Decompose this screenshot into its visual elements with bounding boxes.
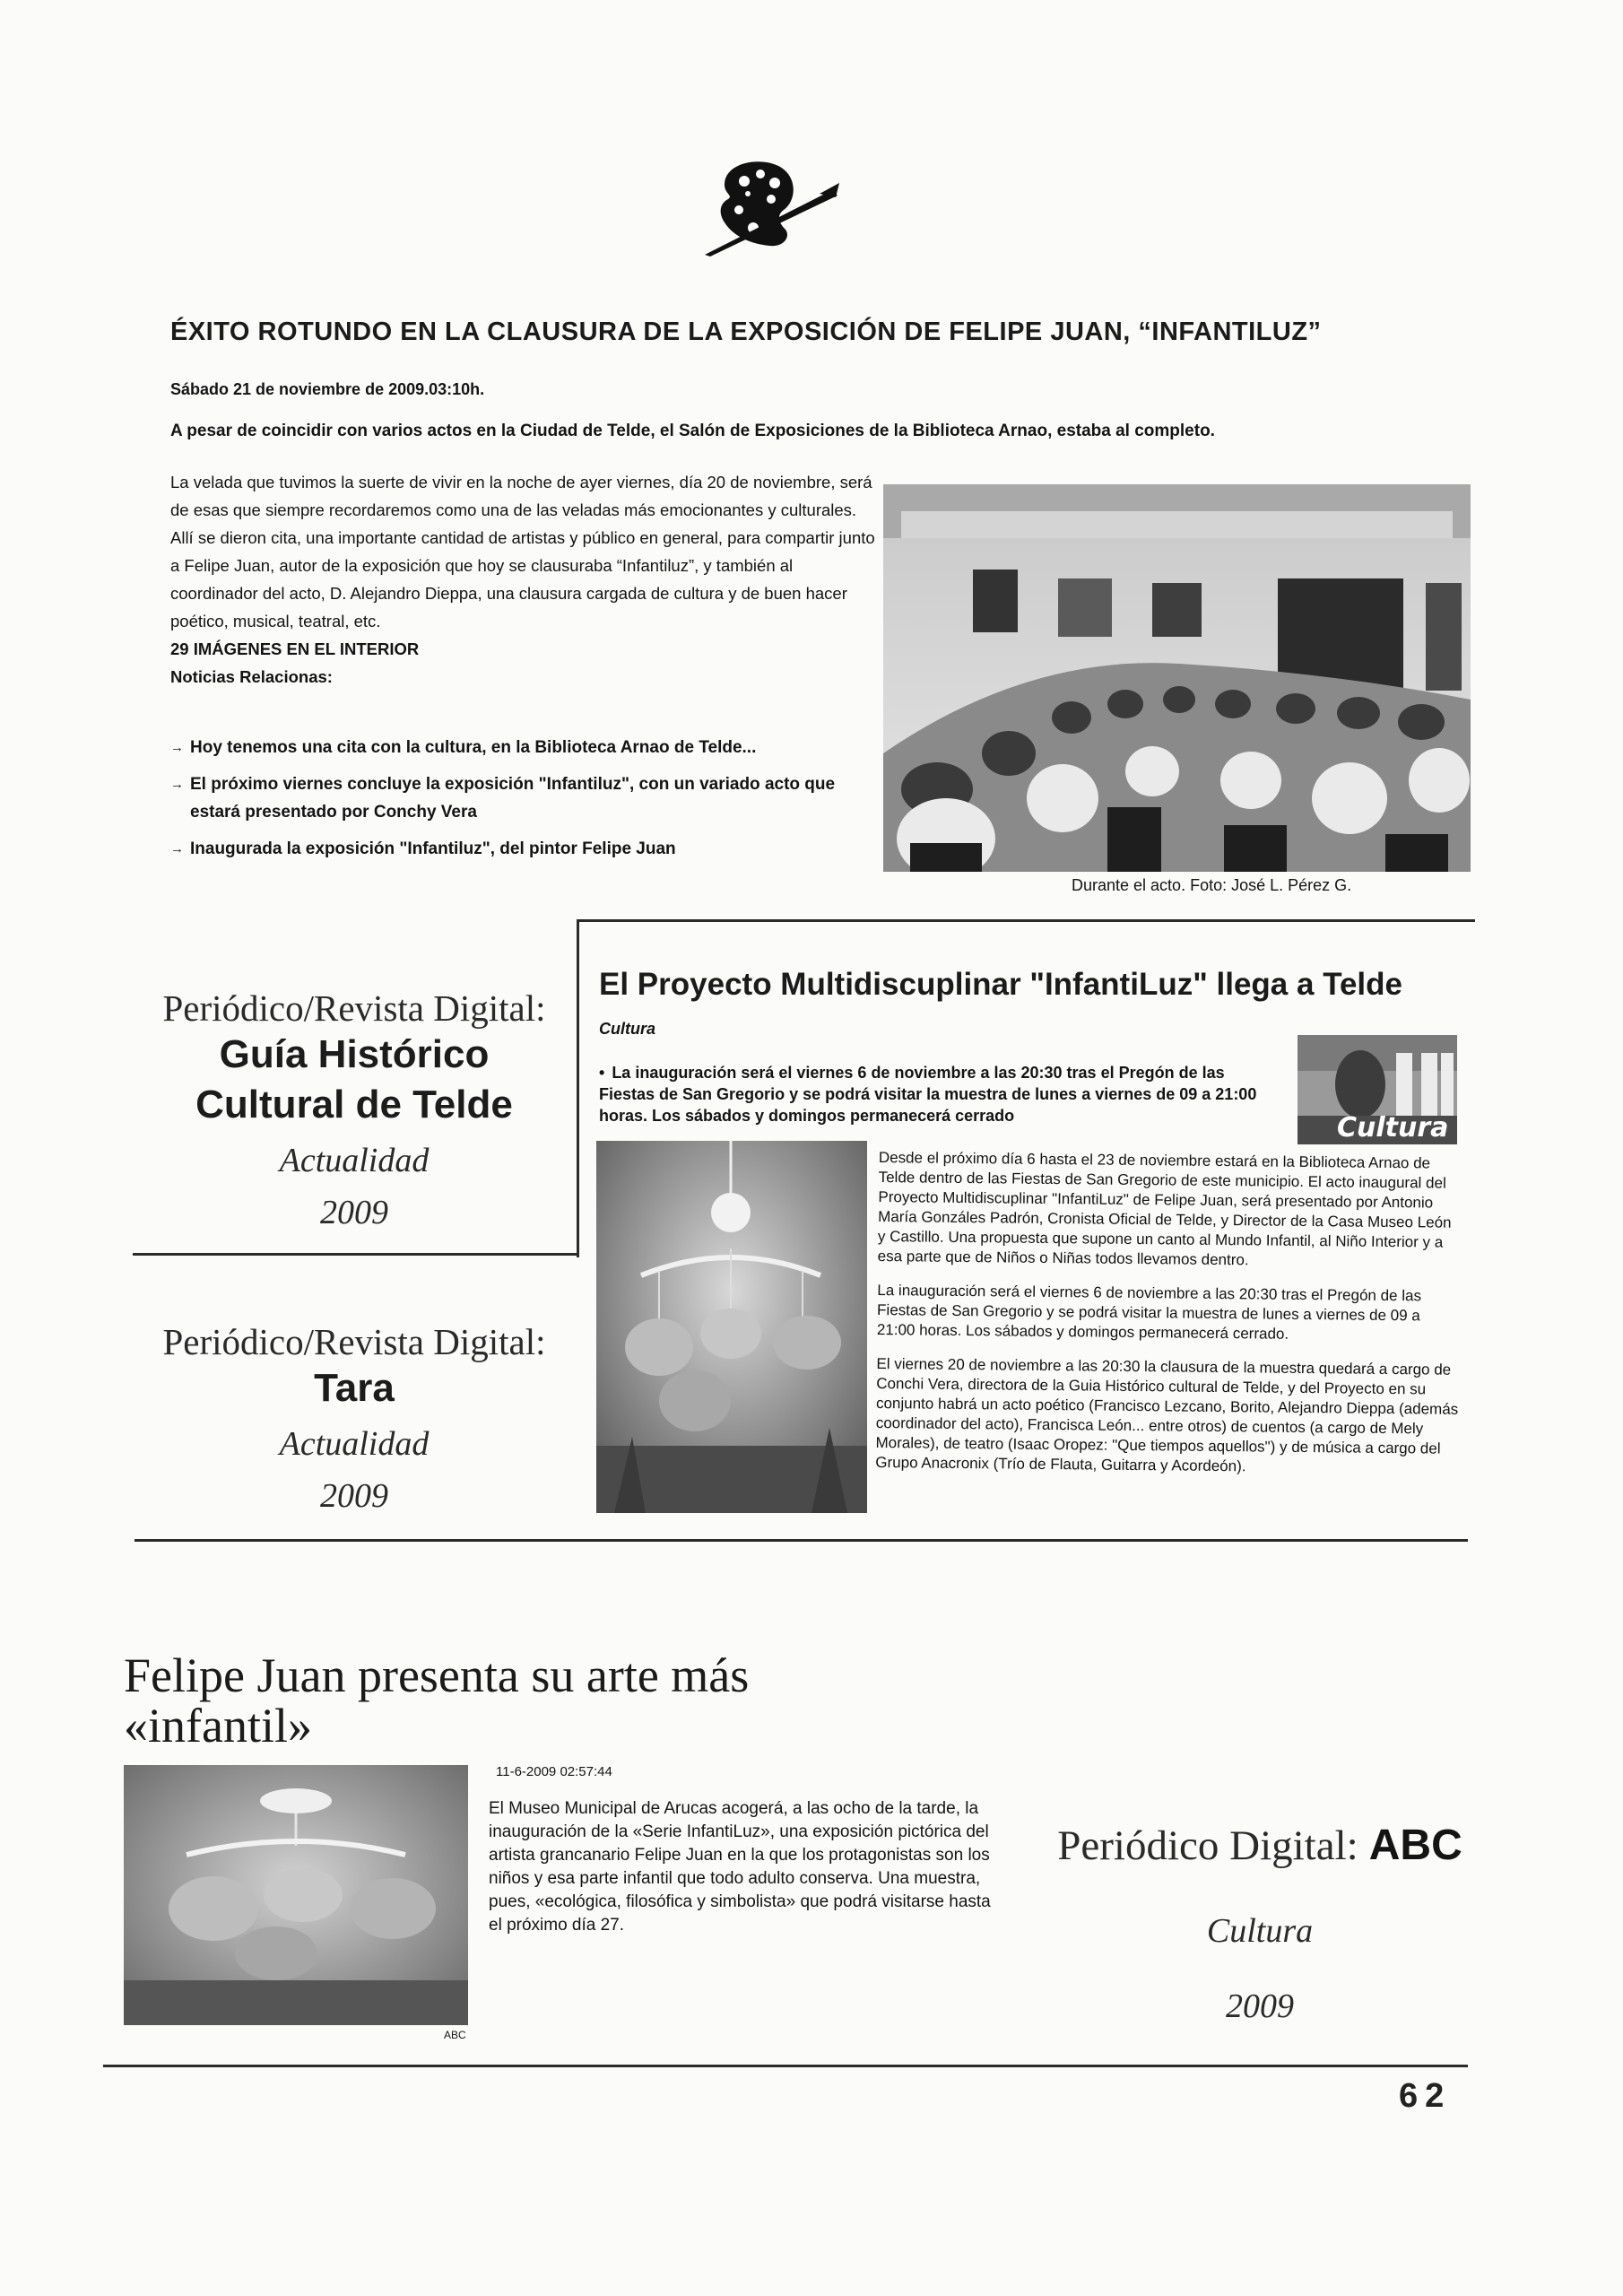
body-paragraph: El viernes 20 de noviembre a las 20:30 la clausura de la muestra quedará a cargo de Conchi Vera, directora de la Guia Histórico cultural de Telde, y del Proyecto en su conjunto habrá un acto poético (Francisco Lezcano, Borito, Alejandro Dieppa (además coordinador del acto), Francisca León... entre otros) de cuentos (a cargo de Mely Morales), de teatro (Isaac Oropez: "Que tiempos aquellos") y de música a cargo del Grupo Anacronix (Trío de Flauta, Guitarra y Acordeón). xyxy=(875,1354,1459,1475)
publication-section: Actualidad xyxy=(279,1142,430,1179)
article-body xyxy=(875,1148,1462,1493)
article-lead xyxy=(599,1062,1263,1126)
publication-label xyxy=(135,1320,574,1516)
related-news-link[interactable] xyxy=(170,734,888,761)
article-title: El Proyecto Multidiscuplinar "InfantiLuz" llega a Telde xyxy=(599,967,1403,1002)
body-paragraph: La velada que tuvimos la suerte de vivir en la noche de ayer viernes, día 20 de noviembre, será de esas que siempre recordaremos como una de las veladas más emocionantes y culturales. xyxy=(170,473,872,519)
publication-label xyxy=(1018,1821,1502,2026)
bullet-icon: • xyxy=(599,1064,605,1082)
publication-type: Periódico/Revista Digital: xyxy=(162,1321,546,1362)
related-news-link[interactable] xyxy=(170,835,888,863)
publication-year: 2009 xyxy=(320,1477,388,1515)
publication-year: 2009 xyxy=(320,1194,388,1231)
publication-name: Guía Histórico xyxy=(219,1032,490,1076)
cultura-badge-text: Cultura xyxy=(1337,1112,1449,1144)
artwork-image xyxy=(124,1765,468,2025)
article-body xyxy=(170,468,879,691)
artist-palette-icon xyxy=(698,158,841,258)
article-body: El Museo Municipal de Arucas acogerá, a las ocho de la tarde, la inauguración de la «Serie InfantiLuz», una exposición pictórica del artista grancanario Felipe Juan en la que los protagonistas son los niños y esa parte infantil que todo adulto conserva. Una muestra, pues, «ecológica, filosófica y simbolista» que podrá visitarse hasta el próximo día 27. xyxy=(489,1799,991,1935)
publication-type: Periódico/Revista Digital: xyxy=(162,987,546,1029)
artwork-image xyxy=(596,1141,867,1513)
article-title xyxy=(124,1650,931,1751)
arrow-icon: → xyxy=(170,841,184,857)
lead-text: La inauguración será el viernes 6 de noviembre a las 20:30 tras el Pregón de las Fiestas de San Gregorio y se podrá visitar la muestra de lunes a viernes de 09 a 21:00 horas. Los sábados y domingos permanecerá cerrado xyxy=(599,1064,1257,1125)
publication-type: Periódico Digital: xyxy=(1057,1822,1358,1869)
article-timestamp: 11-6-2009 02:57:44 xyxy=(496,1764,612,1779)
body-paragraph: Desde el próximo día 6 hasta el 23 de noviembre estará en la Biblioteca Arnao de Telde dentro de las Fiestas de San Gregorio de este municipio. El acto inaugural del Proyecto Multidiscuplinar "InfantiLuz" de Felipe Juan, será presentado por Antonio María Gonzáles Padrón, Cronista Oficial de Telde, y Director de la Casa Museo León y Castillo. Una propuesta que supone un canto al Mundo Infantil, al Niño Interior y a esa parte que de Niños o Niñas todos llevamos dentro. xyxy=(877,1149,1452,1269)
arrow-icon: → xyxy=(170,740,184,755)
body-paragraph: La inauguración será el viernes 6 de noviembre a las 20:30 tras el Pregón de las Fiestas de San Gregorio y se podrá visitar la muestra de lunes a viernes de 09 a 21:00 horas. Los sábados y domingos permanecerá cerrado. xyxy=(876,1281,1422,1343)
publication-name: Cultural de Telde xyxy=(195,1083,513,1126)
page-number: 62 xyxy=(1399,2077,1452,2115)
related-news-link[interactable] xyxy=(170,770,888,826)
publication-year: 2009 xyxy=(1226,1987,1294,2025)
article-lead: A pesar de coincidir con varios actos en la Ciudad de Telde, el Salón de Exposiciones de la Biblioteca Arnao, estaba al completo. xyxy=(170,422,1215,440)
title-line: «infantil» xyxy=(124,1699,312,1752)
publication-section: Actualidad xyxy=(279,1425,430,1463)
image-caption: ABC xyxy=(444,2029,466,2041)
frame-line xyxy=(577,919,579,1257)
publication-name: Tara xyxy=(314,1366,395,1410)
article-title: ÉXITO ROTUNDO EN LA CLAUSURA DE LA EXPOSICIÓN DE FELIPE JUAN, “INFANTILUZ” xyxy=(170,317,1322,346)
frame-line xyxy=(135,1539,1468,1542)
frame-line xyxy=(103,2065,1468,2067)
publication-name: ABC xyxy=(1368,1822,1462,1869)
publication-label xyxy=(135,987,574,1232)
related-news-text: Inaugurada la exposición "Infantiluz", del pintor Felipe Juan xyxy=(190,839,676,858)
publication-section: Cultura xyxy=(1206,1912,1314,1950)
related-heading: Noticias Relacionas: xyxy=(170,667,333,686)
frame-line xyxy=(578,919,1475,922)
related-news-text: El próximo viernes concluye la exposición "Infantiluz", con un variado acto que estará presentado por Conchy Vera xyxy=(190,775,836,822)
cultura-badge-image xyxy=(1298,1035,1457,1144)
related-news-text: Hoy tenemos una cita con la cultura, en la Biblioteca Arnao de Telde... xyxy=(190,738,757,757)
article-date: Sábado 21 de noviembre de 2009.03:10h. xyxy=(170,380,485,398)
photo-caption: Durante el acto. Foto: José L. Pérez G. xyxy=(1072,876,1352,894)
article-category: Cultura xyxy=(599,1020,655,1038)
title-line: Felipe Juan presenta su arte más xyxy=(124,1648,750,1702)
frame-line xyxy=(133,1253,578,1256)
related-news-list xyxy=(170,734,888,872)
event-photo xyxy=(883,484,1471,872)
arrow-icon: → xyxy=(170,777,184,792)
body-paragraph: Allí se dieron cita, una importante cantidad de artistas y público en general, para compartir junto a Felipe Juan, autor de la exposición que hoy se clausuraba “Infantiluz”, y también al coordinador del acto, D. Alejandro Dieppa, una clausura cargada de cultura y de buen hacer poético, musical, teatral, etc. xyxy=(170,528,875,631)
images-note: 29 IMÁGENES EN EL INTERIOR xyxy=(170,639,420,658)
